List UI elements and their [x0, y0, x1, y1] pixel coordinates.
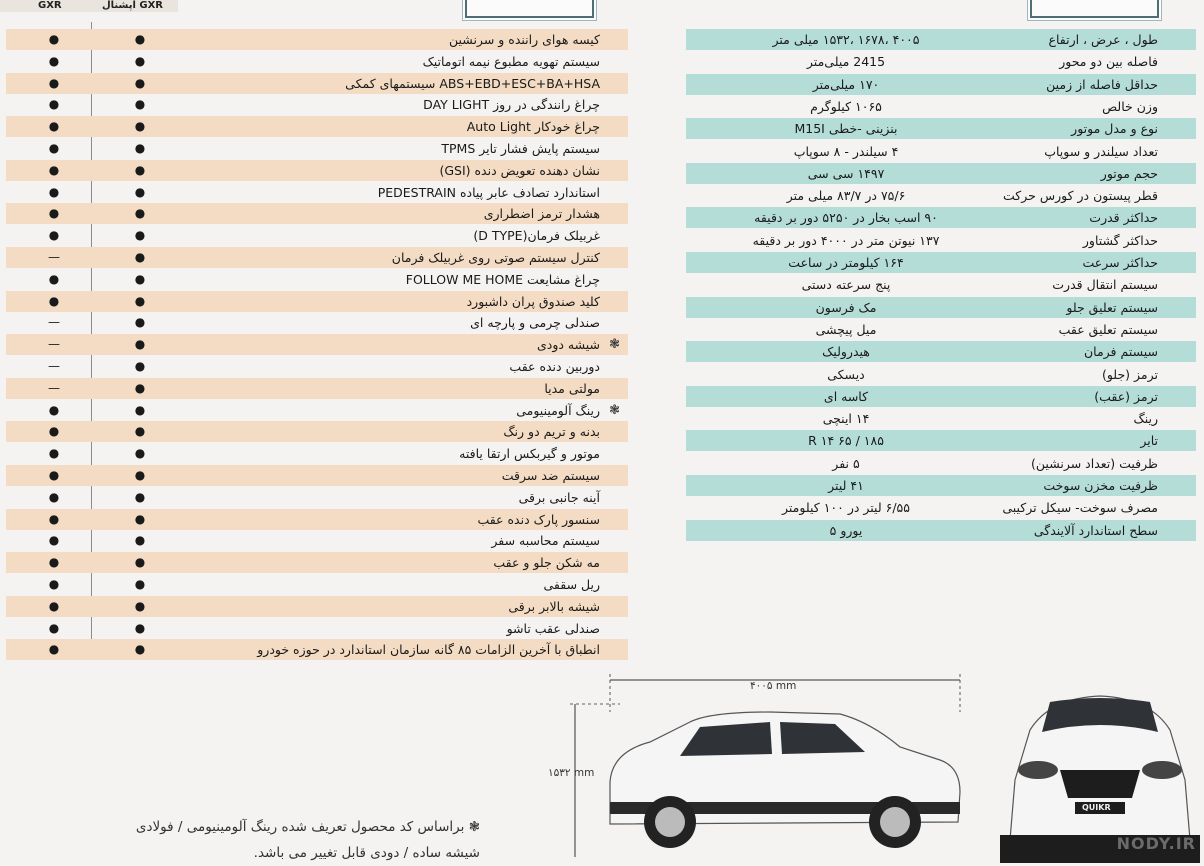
- spec-row: [686, 252, 1196, 273]
- spec-row: [686, 408, 1196, 429]
- car-side-view-image: [540, 672, 980, 863]
- feature-label: شیشه دودی: [536, 337, 600, 353]
- feature-label: غربیلک فرمان(D TYPE): [473, 228, 600, 244]
- spec-label: مصرف سوخت- سیکل ترکیبی: [1002, 500, 1158, 516]
- feature-label: سنسور پارک دنده عقب: [477, 511, 600, 527]
- spec-row: [686, 274, 1196, 295]
- feature-row: [6, 138, 628, 159]
- feature-label: ABS+EBD+ESC+BA+HSA سیستمهای کمکی: [345, 75, 600, 91]
- spec-row: [686, 453, 1196, 474]
- feature-star: ❃: [609, 402, 620, 418]
- spec-label: رینگ: [1133, 411, 1158, 427]
- feature-row: [6, 552, 628, 573]
- gxr-mark: —: [48, 315, 60, 330]
- gxr-option-mark: ●: [134, 293, 146, 308]
- feature-label: چراغ مشایعت FOLLOW ME HOME: [405, 271, 600, 287]
- watermark: NODY.IR: [1116, 834, 1196, 853]
- spec-label: سیستم تعلیق عقب: [1058, 321, 1158, 337]
- spec-value: ۵ نفر: [832, 455, 860, 471]
- spec-row: [686, 51, 1196, 72]
- feature-row: [6, 509, 628, 530]
- gxr-mark: ●: [48, 489, 60, 504]
- gxr-mark: ●: [48, 97, 60, 112]
- gxr-option-mark: ●: [134, 555, 146, 570]
- gxr-option-mark: ●: [134, 337, 146, 352]
- spec-label: قطر پیستون در کورس حرکت: [1003, 188, 1158, 204]
- gxr-mark: ●: [48, 271, 60, 286]
- feature-label: شیشه بالابر برقی: [508, 598, 600, 614]
- feature-row: [6, 400, 628, 421]
- feature-label: سیستم پایش فشار تایر TPMS: [441, 141, 600, 156]
- feature-label: کنترل سیستم صوتی روی غربیلک فرمان: [391, 250, 600, 265]
- spec-value: کاسه ای: [823, 388, 869, 404]
- gxr-option-mark: ●: [134, 424, 146, 439]
- feature-label: دوربین دنده عقب: [509, 359, 600, 374]
- spec-value: ۴ سیلندر - ۸ سوپاپ: [793, 143, 899, 159]
- feature-row: [6, 94, 628, 115]
- gxr-option-mark: ●: [134, 577, 146, 591]
- gxr-mark: ●: [48, 511, 60, 526]
- feature-row: [6, 421, 628, 442]
- spec-value: ۹۰ اسب بخار در ۵۲۵۰ دور بر دقیقه: [754, 210, 938, 226]
- feature-row: [6, 182, 628, 203]
- feature-row: [6, 378, 628, 399]
- spec-row: [686, 29, 1196, 50]
- feature-label: کلید صندوق پران داشبورد: [466, 293, 600, 309]
- feature-label: رینگ آلومینیومی: [516, 402, 600, 418]
- gxr-mark: ●: [48, 577, 60, 591]
- spec-row: [686, 96, 1196, 117]
- spec-value: پنج سرعته دستی: [801, 277, 891, 293]
- feature-row: [6, 530, 628, 551]
- spec-label: حداکثر سرعت: [1082, 255, 1158, 270]
- gxr-mark: ●: [48, 533, 60, 548]
- feature-label: چراغ خودکار Auto Light: [466, 119, 600, 135]
- spec-label: نوع و مدل موتور: [1071, 121, 1158, 137]
- spec-row: [686, 497, 1196, 518]
- spec-label: سیستم فرمان: [1083, 344, 1158, 360]
- spec-label: سطح استاندارد آلایندگی: [1033, 522, 1158, 538]
- gxr-mark: ●: [48, 162, 60, 177]
- feature-label: سیستم محاسبه سفر: [491, 533, 600, 549]
- gxr-option-mark: ●: [134, 402, 146, 417]
- gxr-mark: ●: [48, 119, 60, 134]
- feature-label: بدنه و تریم دو رنگ: [503, 424, 600, 440]
- spec-value: هیدرولیک: [822, 344, 870, 360]
- gxr-mark: ●: [48, 468, 60, 482]
- gxr-option-mark: ●: [134, 206, 146, 221]
- spec-row: [686, 185, 1196, 206]
- feature-row: [6, 465, 628, 486]
- feature-row: [6, 225, 628, 246]
- gxr-mark: ●: [48, 620, 60, 635]
- feature-row: [6, 116, 628, 137]
- gxr-mark: ●: [48, 642, 60, 657]
- feature-row: [6, 574, 628, 595]
- gxr-option-mark: ●: [134, 184, 146, 199]
- footnote: [100, 814, 480, 866]
- gxr-mark: ●: [48, 184, 60, 199]
- feature-label: انطباق با آخرین الزامات ۸۵ گانه سازمان استاندارد در حوزه خودرو: [257, 642, 600, 658]
- footnote-star: ❃: [468, 819, 480, 835]
- gxr-option-mark: ●: [134, 228, 146, 243]
- gxr-mark: ●: [48, 32, 60, 46]
- spec-row: [686, 230, 1196, 251]
- gxr-mark: ●: [48, 228, 60, 243]
- spec-label: حداکثر قدرت: [1089, 210, 1158, 226]
- feature-star: ❃: [609, 337, 620, 353]
- gxr-mark: ●: [48, 206, 60, 221]
- spec-row: [686, 364, 1196, 385]
- spec-value: ۱۶۴ کیلومتر در ساعت: [788, 255, 904, 270]
- feature-row: [6, 29, 628, 50]
- spec-value: ۴۰۰۵ ،۱۶۷۸ ،۱۵۳۲ میلی متر: [772, 32, 920, 47]
- gxr-option-mark: ●: [134, 598, 146, 613]
- feature-row: [6, 291, 628, 312]
- feature-label: ریل سقفی: [543, 577, 600, 592]
- gxr-option-mark: ●: [134, 533, 146, 548]
- gxr-option-mark: ●: [134, 359, 146, 373]
- spec-row: [686, 475, 1196, 496]
- spec-row: [686, 207, 1196, 228]
- gxr-mark: ●: [48, 402, 60, 417]
- spec-label: سیستم انتقال قدرت: [1052, 277, 1158, 293]
- gxr-option-mark: ●: [134, 271, 146, 286]
- gxr-option-mark: ●: [134, 489, 146, 504]
- gxr-option-mark: ●: [134, 75, 146, 90]
- feature-row: [6, 596, 628, 617]
- gxr-option-mark: ●: [134, 97, 146, 112]
- gxr-mark: —: [48, 250, 60, 264]
- feature-row: [6, 269, 628, 290]
- spec-row: [686, 297, 1196, 318]
- spec-label: تعداد سیلندر و سوپاپ: [1044, 143, 1158, 159]
- spec-value: 2415 میلی‌متر: [806, 54, 886, 70]
- spec-label: وزن خالص: [1102, 98, 1158, 114]
- gxr-mark: ●: [48, 53, 60, 68]
- feature-label: صندلی عقب تاشو: [506, 620, 600, 636]
- feature-row: [6, 334, 628, 355]
- gxr-option-mark: ●: [134, 446, 146, 461]
- gxr-option-mark: ●: [134, 119, 146, 134]
- feature-row: [6, 639, 628, 660]
- feature-row: [6, 73, 628, 94]
- spec-label: ظرفیت مخزن سوخت: [1043, 478, 1158, 493]
- feature-row: [6, 487, 628, 508]
- gxr-mark: ●: [48, 293, 60, 308]
- badge-label: QUIKR: [1082, 803, 1111, 812]
- gxr-mark: ●: [48, 446, 60, 461]
- gxr-option-mark: ●: [134, 315, 146, 330]
- gxr-option-mark: ●: [134, 32, 146, 46]
- gxr-mark: —: [48, 359, 60, 373]
- gxr-mark: —: [48, 380, 60, 395]
- feature-label: صندلی چرمی و پارچه ای: [470, 315, 600, 331]
- spec-value: ۴۱ لیتر: [828, 478, 864, 493]
- spec-value: دیسکی: [827, 366, 865, 382]
- spec-label: حداقل فاصله از زمین: [1046, 76, 1158, 92]
- feature-label: کیسه هوای راننده و سرنشین: [449, 32, 600, 47]
- spec-value: ۷۵/۶ در ۸۳/۷ میلی متر: [786, 188, 906, 204]
- spec-value: ۱۴۹۷ سی سی: [807, 165, 885, 181]
- feature-label: چراغ رانندگی در روز DAY LIGHT: [423, 97, 600, 113]
- length-dimension-label: ۴۰۰۵ mm: [750, 680, 797, 692]
- spec-label: طول ، عرض ، ارتفاع: [1048, 32, 1158, 47]
- spec-value: ۱۳۷ نیوتن متر در ۴۰۰۰ دور بر دقیقه: [752, 232, 940, 248]
- gxr-option-mark: ●: [134, 642, 146, 657]
- height-dimension-label: ۱۵۳۲ mm: [548, 767, 595, 779]
- gxr-option-mark: ●: [134, 53, 146, 68]
- spec-label: ترمز (عقب): [1094, 388, 1158, 404]
- feature-label: هشدار ترمز اضطراری: [483, 206, 600, 222]
- gxr-option-mark: ●: [134, 380, 146, 395]
- feature-label: استاندارد تصادف عابر پیاده PEDESTRAIN: [377, 184, 600, 200]
- spec-label: حداکثر گشتاور: [1082, 232, 1158, 248]
- feature-label: نشان دهنده تعویض دنده (GSI): [439, 162, 600, 178]
- gxr-mark: —: [48, 337, 60, 352]
- gxr-option-mark: ●: [134, 468, 146, 482]
- spec-row: [686, 341, 1196, 362]
- feature-row: [6, 618, 628, 639]
- spec-value: ۱۸۵ / ۶۵ R ۱۴: [808, 433, 884, 449]
- spec-label: ترمز (جلو): [1101, 366, 1158, 382]
- features-title-box: [465, 0, 594, 18]
- feature-row: [6, 247, 628, 268]
- column-header-gxr-option: آپشنال GXR: [102, 0, 163, 11]
- feature-label: مه شکن جلو و عقب: [493, 555, 600, 571]
- feature-label: سیستم ضد سرقت: [501, 468, 600, 483]
- spec-label: ظرفیت (تعداد سرنشین): [1031, 455, 1158, 471]
- gxr-mark: ●: [48, 141, 60, 155]
- feature-row: [6, 203, 628, 224]
- gxr-option-mark: ●: [134, 620, 146, 635]
- spec-value: بنزینی -خطی M15I: [794, 121, 898, 137]
- spec-row: [686, 386, 1196, 407]
- gxr-mark: ●: [48, 555, 60, 570]
- gxr-option-mark: ●: [134, 250, 146, 264]
- gxr-mark: ●: [48, 598, 60, 613]
- spec-value: میل پیچشی: [815, 321, 877, 337]
- gxr-option-mark: ●: [134, 162, 146, 177]
- spec-value: ۱۴ اینچی: [822, 411, 870, 427]
- spec-value: مک فرسون: [815, 299, 877, 315]
- spec-value: ۶/۵۵ لیتر در ۱۰۰ کیلومتر: [782, 500, 910, 516]
- spec-row: [686, 141, 1196, 162]
- gxr-option-mark: ●: [134, 511, 146, 526]
- feature-label: مولتی مدیا: [544, 380, 600, 396]
- specs-title-box: [1030, 0, 1159, 18]
- spec-value: ۱۷۰ میلی‌متر: [812, 76, 880, 92]
- spec-label: تایر: [1140, 433, 1158, 449]
- feature-label: سیستم تهویه مطبوع نیمه اتوماتیک: [422, 53, 600, 69]
- gxr-option-mark: ●: [134, 141, 146, 155]
- footnote-text: براساس کد محصول تعریف شده رینگ آلومینیومی / فولادی شیشه ساده / دودی قابل تغییر می باشد.: [135, 819, 480, 861]
- spec-label: فاصله بین دو محور: [1059, 54, 1158, 70]
- spec-row: [686, 430, 1196, 451]
- gxr-mark: ●: [48, 424, 60, 439]
- feature-row: [6, 312, 628, 333]
- feature-row: [6, 160, 628, 181]
- spec-row: [686, 118, 1196, 139]
- spec-value: یورو ۵: [829, 522, 863, 538]
- gxr-mark: ●: [48, 75, 60, 90]
- feature-row: [6, 356, 628, 377]
- spec-label: حجم موتور: [1100, 165, 1158, 181]
- feature-label: موتور و گیربکس ارتقا یافته: [459, 446, 600, 462]
- spec-row: [686, 74, 1196, 95]
- feature-row: [6, 51, 628, 72]
- spec-row: [686, 520, 1196, 541]
- feature-label: آینه جانبی برقی: [518, 489, 600, 505]
- spec-row: [686, 163, 1196, 184]
- feature-row: [6, 443, 628, 464]
- spec-label: سیستم تعلیق جلو: [1066, 299, 1158, 315]
- column-header-gxr: GXR: [38, 0, 62, 11]
- spec-value: ۱۰۶۵ کیلوگرم: [810, 98, 882, 114]
- spec-row: [686, 319, 1196, 340]
